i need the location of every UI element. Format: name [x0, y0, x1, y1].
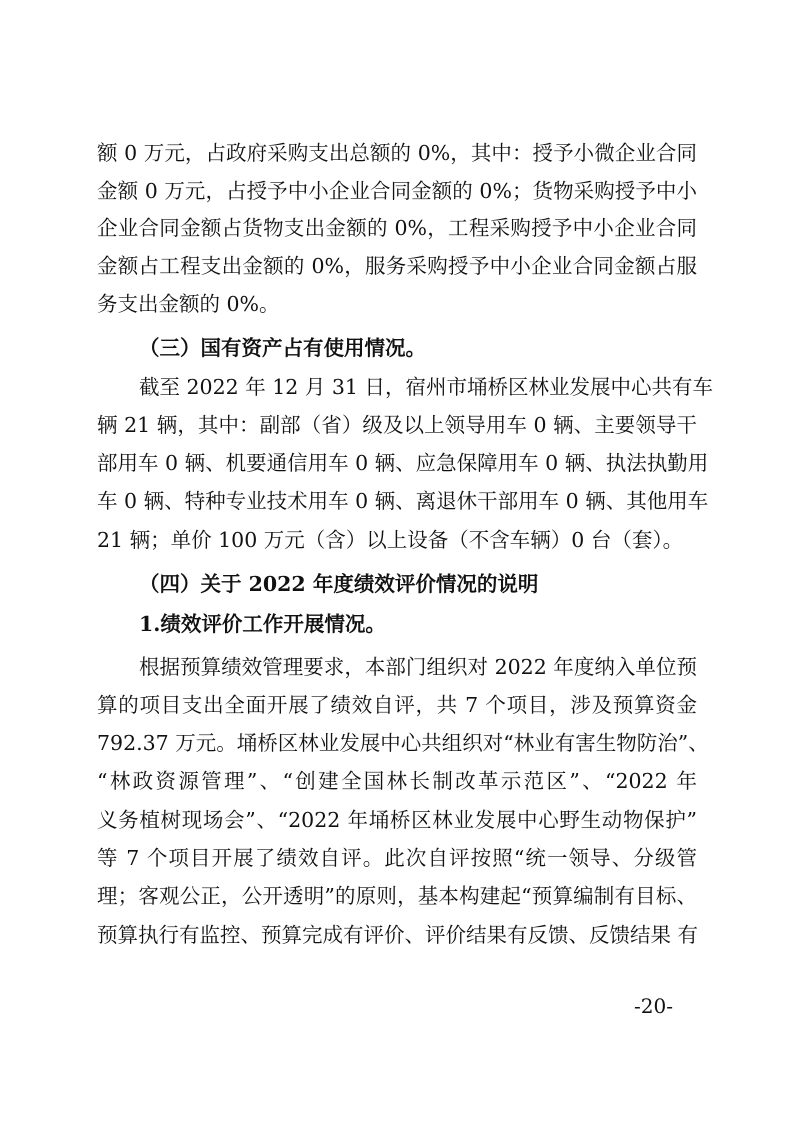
- text-line: 根据预算绩效管理要求，本部门组织对 2022 年度纳入单位预: [139, 655, 697, 679]
- text-line: 部用车 0 辆、机要通信用车 0 辆、应急保障用车 0 辆、执法执勤用: [97, 451, 709, 475]
- text-line: 等 7 个项目开展了绩效自评。此次自评按照“统一领导、分级管: [97, 846, 697, 870]
- text-line: 算的项目支出全面开展了绩效自评，共 7 个项目，涉及预算资金: [97, 693, 697, 717]
- text-line: 额 0 万元，占政府采购支出总额的 0%，其中：授予小微企业合同: [97, 141, 697, 165]
- section-heading: （三）国有资产占有使用情况。: [139, 336, 426, 360]
- subsection-heading: 1.绩效评价工作开展情况。: [139, 612, 386, 636]
- text-line: 理；客观公正，公开透明”的原则，基本构建起“预算编制有目标、: [97, 884, 697, 908]
- text-line: 792.37 万元。埇桥区林业发展中心共组织对“林业有害生物防治”、: [97, 731, 709, 755]
- text-line: 企业合同金额占货物支出金额的 0%，工程采购授予中小企业合同: [97, 216, 697, 240]
- page-number: -20-: [634, 994, 673, 1018]
- text-line: 21 辆；单价 100 万元（含）以上设备（不含车辆）0 台（套）。: [97, 528, 684, 552]
- text-line: “林政资源管理”、“创建全国林长制改革示范区”、“2022 年: [97, 769, 697, 793]
- text-line: 截至 2022 年 12 月 31 日，宿州市埇桥区林业发展中心共有车: [139, 375, 713, 399]
- text-line: 车 0 辆、特种专业技术用车 0 辆、离退休干部用车 0 辆、其他用车: [97, 489, 709, 513]
- text-line: 金额占工程支出金额的 0%，服务采购授予中小企业合同金额占服: [97, 254, 697, 278]
- text-line: 金额 0 万元，占授予中小企业合同金额的 0%；货物采购授予中小: [97, 179, 697, 203]
- text-line: 辆 21 辆，其中：副部（省）级及以上领导用车 0 辆、主要领导干: [97, 413, 697, 437]
- section-heading: （四）关于 2022 年度绩效评价情况的说明: [139, 572, 539, 596]
- text-line: 预算执行有监控、预算完成有评价、评价结果有反馈、反馈结果 有: [97, 923, 699, 947]
- text-line: 义务植树现场会”、“2022 年埇桥区林业发展中心野生动物保护”: [97, 808, 697, 832]
- text-line: 务支出金额的 0%。: [97, 292, 280, 316]
